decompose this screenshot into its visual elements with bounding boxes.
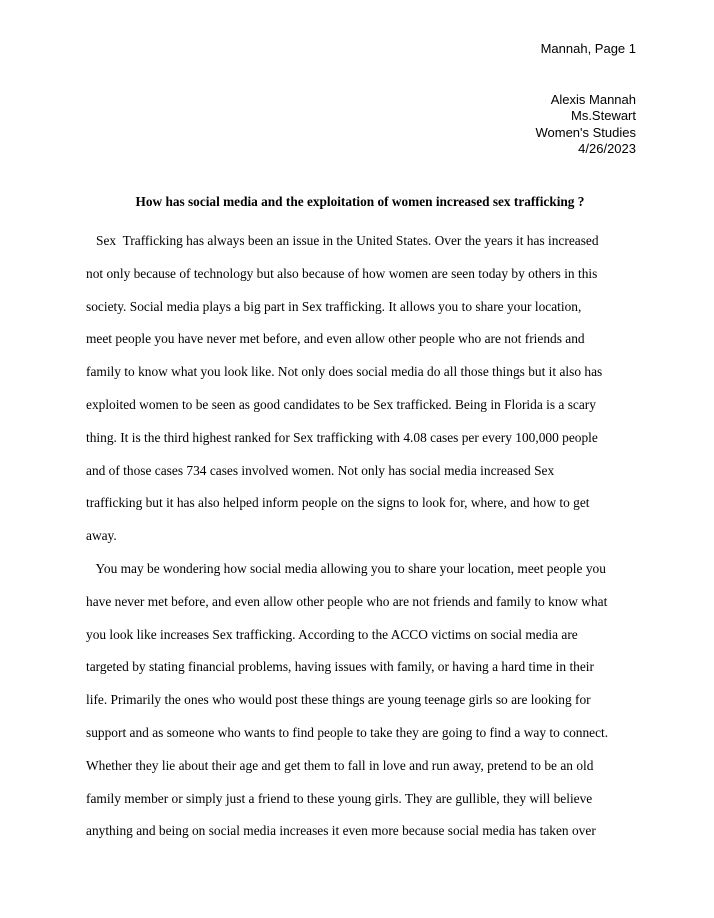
body-line: You may be wondering how social media allowing you to share your location, meet people you: [86, 560, 606, 576]
body-line: society. Social media plays a big part in Sex trafficking. It allows you to share your location,: [86, 298, 582, 314]
body-line: away.: [86, 528, 117, 544]
body-line: and of those cases 734 cases involved women. Not only has social media increased Sex: [86, 462, 555, 478]
essay-date: 4/26/2023: [578, 141, 636, 157]
author-name: Alexis Mannah: [550, 92, 636, 107]
body-line: anything and being on social media increases it even more because social media has taken over: [86, 823, 596, 839]
body-line: exploited women to be seen as good candidates to be Sex trafficked. Being in Florida is a scary: [86, 396, 596, 412]
body-line: Whether they lie about their age and get them to fall in love and run away, pretend to be an old: [86, 757, 594, 773]
instructor-name: Ms.Stewart: [570, 108, 636, 124]
body-line: family member or simply just a friend to these young girls. They are gullible, they will believe: [86, 790, 593, 806]
body-line: you look like increases Sex trafficking. According to the ACCO victims on social media are: [86, 626, 578, 642]
essay-title: How has social media and the exploitation of women increased sex trafficking ?: [135, 194, 585, 209]
body-line: have never met before, and even allow other people who are not friends and family to know what: [86, 593, 608, 609]
running-head: Mannah, Page 1: [540, 41, 636, 56]
body-line: life. Primarily the ones who would post these things are young teenage girls so are looking for: [86, 692, 591, 708]
body-line: thing. It is the third highest ranked for Sex trafficking with 4.08 cases per every 100,000 people: [86, 429, 598, 445]
body-line: family to know what you look like. Not only does social media do all those things but it also has: [86, 364, 603, 380]
body-line: not only because of technology but also because of how women are seen today by others in this: [86, 265, 598, 281]
body-line: trafficking but it has also helped inform people on the signs to look for, where, and how to get: [86, 495, 590, 511]
body-line: targeted by stating financial problems, having issues with family, or having a hard time in their: [86, 659, 594, 675]
body-line: support and as someone who wants to find people to take they are going to find a way to connect.: [86, 724, 609, 740]
body-line: Sex Trafficking has always been an issue in the United States. Over the years it has increased: [86, 233, 599, 248]
essay-body: [86, 225, 638, 848]
mla-heading: [535, 92, 636, 158]
course-name: Women's Studies: [535, 124, 636, 140]
body-line: meet people you have never met before, and even allow other people who are not friends and: [86, 331, 585, 347]
